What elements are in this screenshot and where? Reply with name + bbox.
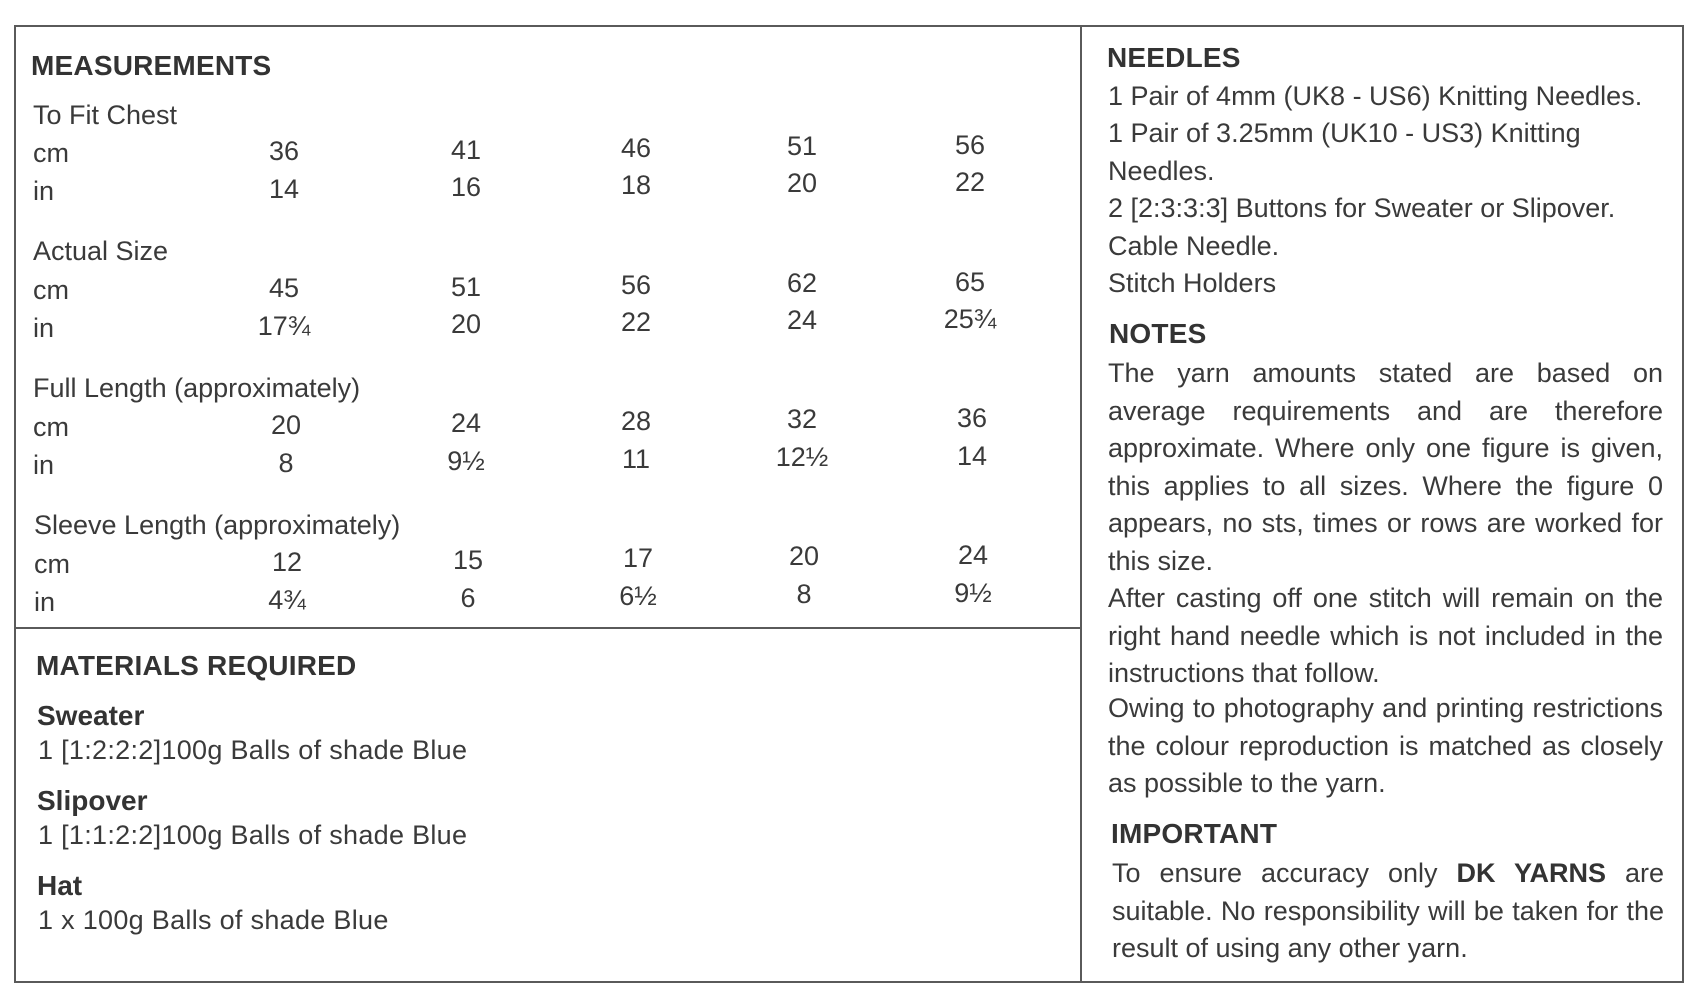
cell-value: 41: [450, 135, 482, 165]
cell-value: 9½: [447, 446, 485, 476]
needles-line: 1 Pair of 4mm (UK8 - US6) Knitting Needles.: [1108, 81, 1643, 111]
unit-in: in: [34, 587, 56, 617]
needles-line: 1 Pair of 3.25mm (UK10 - US3) Knitting: [1108, 118, 1581, 148]
unit-in: in: [33, 450, 55, 480]
cell-value: 28: [620, 406, 652, 436]
notes-paragraph: Owing to photography and printing restrictions the colour reproduction is matched as closely as possible to the yarn.: [1108, 693, 1663, 798]
cell-value: 46: [620, 133, 652, 163]
cell-value: 36: [956, 403, 988, 433]
cell-value: 25¾: [943, 304, 997, 334]
cell-value: 20: [270, 410, 302, 440]
cell-value: 11: [621, 444, 651, 474]
cell-value: 20: [450, 309, 482, 339]
needles-line: 2 [2:3:3:3] Buttons for Sweater or Slipover.: [1108, 193, 1616, 223]
cell-value: 16: [450, 172, 482, 202]
cell-value: 24: [786, 305, 818, 335]
cell-value: 45: [268, 273, 300, 303]
cell-value: 17: [622, 543, 654, 573]
cell-value: 32: [786, 404, 818, 434]
unit-cm: cm: [33, 412, 69, 442]
measurement-label: To Fit Chest: [33, 100, 178, 130]
measurement-label: Sleeve Length (approximately): [34, 510, 401, 540]
cell-value: 14: [268, 174, 300, 204]
material-text: 1 x 100g Balls of shade Blue: [38, 905, 389, 935]
section-divider: [14, 627, 1082, 629]
material-text: 1 [1:2:2:2]100g Balls of shade Blue: [38, 735, 468, 765]
cell-value: 56: [620, 270, 652, 300]
unit-in: in: [33, 313, 55, 343]
important-text-before: To ensure accuracy only: [1112, 858, 1457, 888]
cell-value: 62: [786, 268, 818, 298]
cell-value: 56: [954, 130, 986, 160]
cell-value: 51: [786, 131, 818, 161]
cell-value: 12½: [775, 442, 829, 472]
cell-value: 12: [271, 547, 303, 577]
unit-in: in: [33, 176, 55, 206]
material-name: Slipover: [37, 785, 148, 816]
unit-cm: cm: [34, 549, 70, 579]
notes-title: NOTES: [1109, 318, 1207, 349]
materials-title: MATERIALS REQUIRED: [36, 650, 357, 681]
cell-value: 24: [450, 408, 482, 438]
cell-value: 17¾: [257, 311, 311, 341]
needles-line: Needles.: [1108, 156, 1215, 186]
cell-value: 8: [796, 579, 812, 609]
important-title: IMPORTANT: [1111, 818, 1278, 849]
needles-line: Stitch Holders: [1108, 268, 1277, 298]
cell-value: 22: [620, 307, 652, 337]
cell-value: 18: [620, 170, 652, 200]
cell-value: 20: [788, 541, 820, 571]
important-text-after: are suitable. No responsibility will be taken for the result of using any other yarn.: [1112, 858, 1665, 963]
cell-value: 8: [278, 448, 294, 478]
measurements-title: MEASUREMENTS: [31, 50, 272, 81]
cell-value: 6: [460, 583, 476, 613]
material-name: Sweater: [37, 700, 145, 731]
cell-value: 4¾: [268, 585, 306, 615]
needles-line: Cable Needle.: [1108, 231, 1280, 261]
dk-yarns-label: DK YARNS: [1456, 858, 1607, 888]
needles-title: NEEDLES: [1107, 42, 1241, 73]
cell-value: 51: [450, 272, 482, 302]
material-text: 1 [1:1:2:2]100g Balls of shade Blue: [38, 820, 468, 850]
cell-value: 6½: [619, 581, 657, 611]
unit-cm: cm: [33, 275, 69, 305]
cell-value: 24: [957, 540, 989, 570]
cell-value: 14: [956, 441, 988, 471]
measurement-label: Full Length (approximately): [33, 373, 361, 403]
cell-value: 36: [268, 136, 300, 166]
cell-value: 20: [786, 168, 818, 198]
cell-value: 22: [954, 167, 986, 197]
notes-paragraph: After casting off one stitch will remain on the right hand needle which is not included in the instructions that follow.: [1108, 583, 1663, 688]
cell-value: 65: [954, 267, 986, 297]
cell-value: 15: [452, 545, 484, 575]
material-name: Hat: [37, 870, 83, 901]
column-divider: [1080, 25, 1082, 983]
notes-paragraph: The yarn amounts stated are based on average requirements and are therefore approximate. Where only one figure is given, this applies to all sizes. Where the figure 0 appears, no sts, times or rows are worked for this size.: [1108, 358, 1663, 576]
measurement-label: Actual Size: [33, 236, 169, 266]
important-text: [1112, 855, 1664, 968]
unit-cm: cm: [33, 138, 69, 168]
cell-value: 9½: [954, 578, 992, 608]
